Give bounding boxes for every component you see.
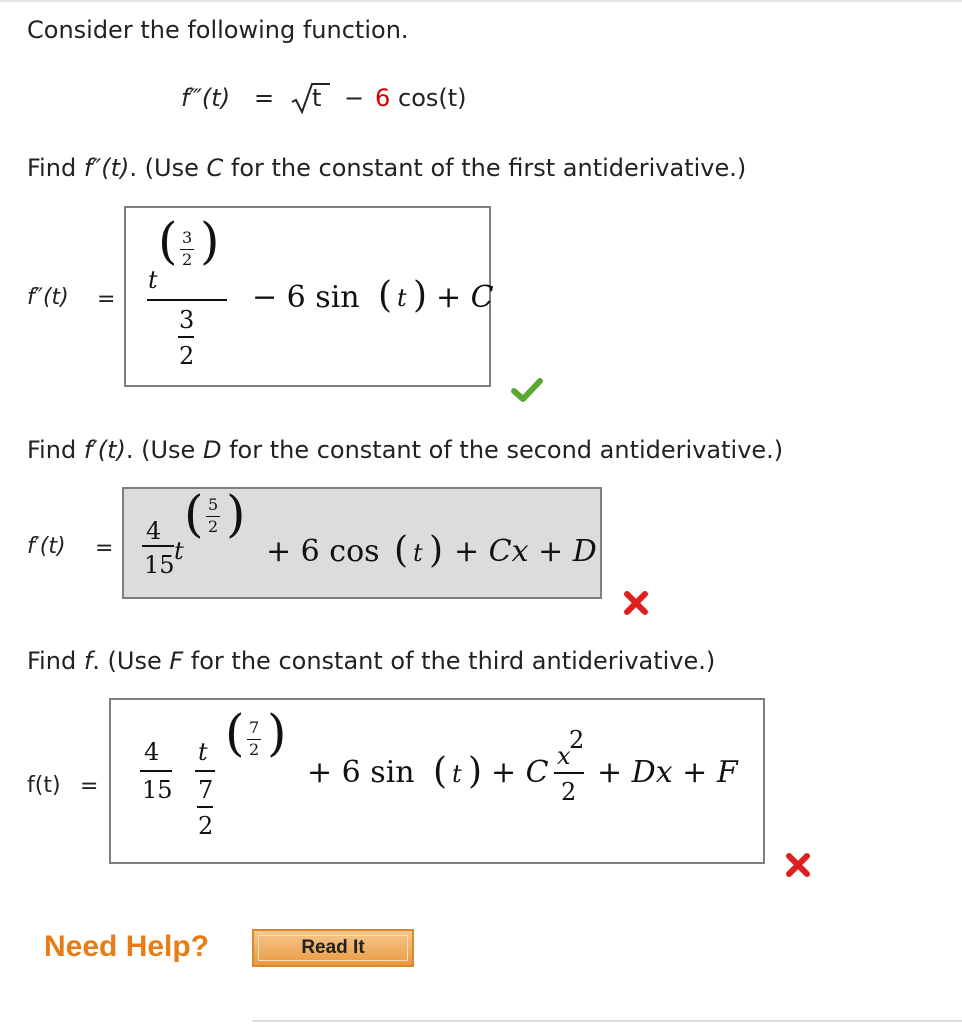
given-cos: cos(t)	[398, 84, 467, 112]
incorrect-x-icon	[784, 851, 812, 879]
q1-prompt	[27, 156, 746, 180]
q2-prompt	[27, 438, 783, 462]
q3-prompt-mid: . (Use	[92, 647, 170, 675]
q1-exp-den: 2	[182, 250, 193, 269]
q1-arg-rparen: )	[413, 275, 428, 316]
q1-arg-lparen: (	[378, 275, 393, 316]
intro-text: Consider the following function.	[27, 16, 409, 44]
q3-tail: + Dx + F	[597, 755, 738, 790]
read-it-label: Read It	[301, 937, 365, 958]
q1-equals: =	[97, 287, 116, 312]
q2-coef-den: 15	[144, 551, 175, 579]
q3-prompt-post: for the constant of the third antiderivative.)	[183, 647, 716, 675]
incorrect-x-icon	[622, 589, 650, 617]
q3-two: 2	[198, 812, 214, 840]
q3-plus-c: + C	[491, 755, 549, 790]
q3-coef-num: 4	[144, 738, 160, 766]
q1-lparen: (	[158, 212, 178, 270]
q3-prompt-pre: Find	[27, 647, 84, 675]
q1-exp-num: 3	[182, 228, 193, 247]
q3-equals: =	[80, 774, 99, 799]
q1-prompt-mid: . (Use	[129, 154, 207, 182]
q3-coef-bar	[140, 770, 172, 772]
q2-rparen: )	[226, 485, 246, 543]
q2-prompt-const: D	[202, 436, 222, 464]
q2-prompt-post: for the constant of the second antiderivative.)	[221, 436, 784, 464]
q1-rparen: )	[200, 212, 220, 270]
q3-seven: 7	[198, 776, 214, 804]
q1-rest: − 6 sin	[252, 280, 360, 315]
given-minus: −	[344, 84, 365, 112]
q1-den-bar	[178, 336, 194, 338]
q2-label: f′(t)	[27, 534, 66, 559]
q1-base: t	[148, 266, 158, 294]
q2-arg-lparen: (	[394, 530, 409, 571]
q3-exp-num: 7	[249, 718, 260, 737]
q3-prompt	[27, 649, 715, 673]
top-divider	[0, 0, 962, 2]
q1-prompt-post: for the constant of the first antiderivative.)	[223, 154, 747, 182]
q2-answer-box[interactable]	[122, 487, 602, 599]
q1-tail: + C	[436, 280, 494, 315]
q3-label: f(t)	[27, 773, 61, 798]
q3-rparen: )	[267, 704, 287, 762]
read-it-button[interactable]	[252, 929, 414, 967]
q3-exp-den: 2	[249, 740, 260, 759]
q2-prompt-var: f′(t)	[83, 436, 126, 464]
sqrt-sign-icon	[290, 82, 330, 114]
q1-prompt-const: C	[206, 154, 224, 182]
q1-answer-box[interactable]	[124, 206, 494, 387]
q3-t-num: t	[198, 738, 208, 766]
q1-prompt-pre: Find	[27, 154, 84, 182]
q2-arg-rparen: )	[429, 530, 444, 571]
q3-arg: t	[452, 760, 462, 788]
q1-arg: t	[397, 284, 407, 312]
q1-prompt-var: f″(t)	[83, 154, 130, 182]
q3-x-den: 2	[561, 778, 577, 806]
q2-prompt-pre: Find	[27, 436, 84, 464]
q2-prompt-mid: . (Use	[125, 436, 203, 464]
q1-den-den: 2	[179, 342, 195, 370]
q3-coef-den: 15	[142, 776, 173, 804]
q2-lparen: (	[184, 485, 204, 543]
q2-equals: =	[95, 536, 114, 561]
q1-fraction-bar	[147, 299, 227, 301]
q3-prompt-var: f	[83, 647, 93, 675]
q2-rest: + 6 cos	[266, 534, 380, 569]
q3-x-exp: 2	[569, 726, 585, 754]
q1-label: f″(t)	[27, 285, 69, 310]
q2-exp-num: 5	[208, 495, 219, 514]
q3-rest: + 6 sin	[307, 755, 415, 790]
given-coefficient: 6	[375, 84, 391, 112]
q3-arg-rparen: )	[468, 751, 483, 792]
q2-base: t	[174, 537, 184, 565]
q3-answer-box[interactable]	[109, 698, 765, 864]
bottom-divider	[252, 1020, 962, 1022]
given-equals: =	[254, 84, 275, 112]
q2-tail: + Cx + D	[454, 534, 597, 569]
q2-arg: t	[413, 539, 423, 567]
q2-coef-num: 4	[146, 517, 162, 545]
q2-coef-bar	[142, 545, 174, 547]
q2-exp-den: 2	[208, 517, 219, 536]
q1-den-num: 3	[179, 306, 195, 334]
correct-check-icon	[511, 377, 543, 403]
q3-seven-bar	[197, 806, 213, 808]
q3-prompt-const: F	[169, 647, 184, 675]
q3-x-base: x	[557, 742, 571, 770]
q3-x-bar	[554, 772, 584, 774]
q3-t-bar	[195, 770, 215, 772]
given-lhs: f‴(t)	[181, 84, 231, 112]
given-sqrt-arg: t	[312, 84, 322, 112]
q3-arg-lparen: (	[433, 751, 448, 792]
need-help-label: Need Help?	[44, 930, 210, 963]
q3-lparen: (	[225, 704, 245, 762]
